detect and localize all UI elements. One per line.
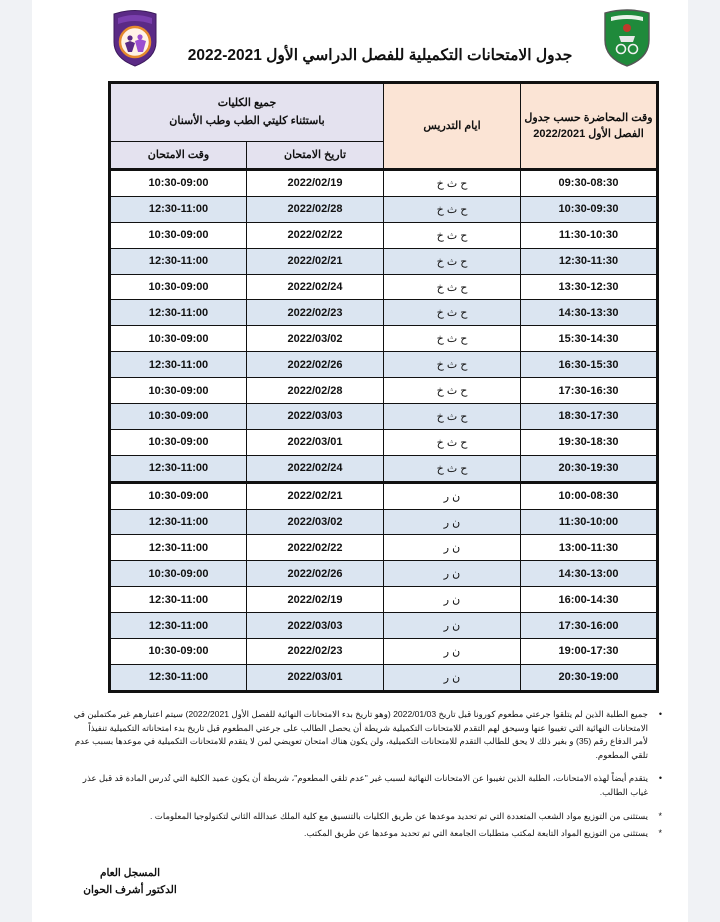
days-cell: ن ر (384, 664, 521, 691)
note-text: يستثنى من التوزيع مواد الشعب المتعددة التي تم تحديد موعدها عن طريق الكليات بالتنسيق مع كلية الملك عبدالله الثاني لتكنولوجيا المعلومات . (149, 810, 648, 821)
header-all-colleges-group (110, 83, 384, 142)
days-cell: ح ث خ (384, 404, 521, 430)
exam-time-cell: 10:30-09:00 (110, 429, 247, 455)
header-teaching-days: ايام التدريس (384, 83, 521, 170)
table-row (110, 404, 658, 430)
days-cell: ح ث خ (384, 300, 521, 326)
exam-date-cell: 2022/02/23 (247, 639, 384, 665)
document-page (32, 0, 688, 922)
table-row (110, 509, 658, 535)
note-item (72, 810, 662, 824)
lecture-time-cell: 17:30-16:00 (521, 613, 658, 639)
lecture-time-cell: 16:00-14:30 (521, 587, 658, 613)
exam-time-cell: 12:30-11:00 (110, 509, 247, 535)
table-row (110, 222, 658, 248)
exam-time-cell: 12:30-11:00 (110, 587, 247, 613)
table-row (110, 482, 658, 509)
note-item (72, 772, 662, 799)
exam-date-cell: 2022/02/28 (247, 196, 384, 222)
lecture-time-cell: 11:30-10:00 (521, 509, 658, 535)
exam-time-cell: 12:30-11:00 (110, 196, 247, 222)
exam-date-cell: 2022/03/01 (247, 664, 384, 691)
days-cell: ن ر (384, 482, 521, 509)
note-item (72, 827, 662, 841)
lecture-time-cell: 14:30-13:30 (521, 300, 658, 326)
exam-time-cell: 12:30-11:00 (110, 664, 247, 691)
exam-time-cell: 12:30-11:00 (110, 613, 247, 639)
table-row (110, 326, 658, 352)
header-group-line1: جميع الكليات (217, 97, 277, 110)
lecture-time-cell: 09:30-08:30 (521, 170, 658, 197)
exam-time-cell: 10:30-09:00 (110, 378, 247, 404)
exam-time-cell: 10:30-09:00 (110, 222, 247, 248)
days-cell: ح ث خ (384, 248, 521, 274)
exam-date-cell: 2022/02/22 (247, 535, 384, 561)
exam-schedule-table (108, 81, 659, 693)
table-row (110, 535, 658, 561)
exam-time-cell: 10:30-09:00 (110, 274, 247, 300)
lecture-time-cell: 16:30-15:30 (521, 352, 658, 378)
lecture-time-cell: 11:30-10:30 (521, 222, 658, 248)
exam-date-cell: 2022/03/01 (247, 429, 384, 455)
days-cell: ح ث خ (384, 378, 521, 404)
page-title: جدول الامتحانات التكميلية للفصل الدراسي الأول 2021-2022 (187, 47, 573, 64)
lecture-time-cell: 12:30-11:30 (521, 248, 658, 274)
header-lecture-time-line2: الفصل الأول 2022/2021 (533, 128, 644, 140)
days-cell: ح ث خ (384, 196, 521, 222)
bullet-icon: • (658, 773, 662, 784)
days-cell: ن ر (384, 587, 521, 613)
exam-date-cell: 2022/02/21 (247, 248, 384, 274)
table-row (110, 664, 658, 691)
table-row (110, 196, 658, 222)
exam-date-cell: 2022/03/02 (247, 326, 384, 352)
table-row (110, 639, 658, 665)
exam-time-cell: 10:30-09:00 (110, 404, 247, 430)
exam-date-cell: 2022/02/22 (247, 222, 384, 248)
lecture-time-cell: 20:30-19:00 (521, 664, 658, 691)
lecture-time-cell: 13:30-12:30 (521, 274, 658, 300)
days-cell: ح ث خ (384, 455, 521, 482)
days-cell: ن ر (384, 561, 521, 587)
days-cell: ن ر (384, 509, 521, 535)
lecture-time-cell: 10:00-08:30 (521, 482, 658, 509)
lecture-time-cell: 14:30-13:00 (521, 561, 658, 587)
lecture-time-cell: 15:30-14:30 (521, 326, 658, 352)
exam-time-cell: 10:30-09:00 (110, 561, 247, 587)
table-row (110, 378, 658, 404)
lecture-time-cell: 19:00-17:30 (521, 639, 658, 665)
table-row (110, 170, 658, 197)
days-cell: ح ث خ (384, 326, 521, 352)
lecture-time-cell: 20:30-19:30 (521, 455, 658, 482)
exam-date-cell: 2022/02/24 (247, 274, 384, 300)
exam-date-cell: 2022/02/23 (247, 300, 384, 326)
lecture-time-cell: 13:00-11:30 (521, 535, 658, 561)
table-row (110, 248, 658, 274)
exam-date-cell: 2022/02/21 (247, 482, 384, 509)
exam-time-cell: 10:30-09:00 (110, 170, 247, 197)
exam-time-cell: 12:30-11:00 (110, 300, 247, 326)
days-cell: ن ر (384, 535, 521, 561)
exam-time-cell: 10:30-09:00 (110, 326, 247, 352)
note-text: يستثنى من التوزيع المواد التابعة لمكتب متطلبات الجامعة التي تم تحديد موعدها عن طريق المكتب. (303, 828, 648, 839)
days-cell: ح ث خ (384, 274, 521, 300)
exam-date-cell: 2022/02/24 (247, 455, 384, 482)
lecture-time-cell: 10:30-09:30 (521, 196, 658, 222)
table-row (110, 274, 658, 300)
days-cell: ح ث خ (384, 170, 521, 197)
table-row (110, 587, 658, 613)
table-row (110, 561, 658, 587)
note-text: يتقدم أيضاً لهذه الامتحانات، الطلبة الذين تغيبوا عن الامتحانات النهائية لسبب غير "عدم تلقي المطعوم"، شريطة أن يكون عميد الكلية التي تُدرس المادة قد قبل عذر غياب الطالب. (82, 773, 648, 797)
table-row (110, 352, 658, 378)
exam-date-cell: 2022/02/26 (247, 561, 384, 587)
exam-time-cell: 12:30-11:00 (110, 352, 247, 378)
asterisk-icon: * (658, 828, 662, 839)
table-row (110, 429, 658, 455)
exam-date-cell: 2022/03/03 (247, 404, 384, 430)
days-cell: ح ث خ (384, 352, 521, 378)
exam-date-cell: 2022/02/19 (247, 587, 384, 613)
header-group-line2: باستثناء كليتي الطب وطب الأسنان (169, 115, 325, 128)
exam-time-cell: 12:30-11:00 (110, 455, 247, 482)
lecture-time-cell: 18:30-17:30 (521, 404, 658, 430)
asterisk-icon: * (658, 810, 662, 821)
exam-date-cell: 2022/02/19 (247, 170, 384, 197)
days-cell: ن ر (384, 639, 521, 665)
table-row (110, 613, 658, 639)
header-exam-time: وقت الامتحان (110, 141, 247, 169)
header-lecture-time (521, 83, 658, 170)
exam-time-cell: 12:30-11:00 (110, 535, 247, 561)
header-lecture-time-line1: وقت المحاضرة حسب جدول (524, 112, 653, 124)
exam-date-cell: 2022/02/28 (247, 378, 384, 404)
signature-block (60, 865, 200, 899)
signature-title: المسجل العام (99, 867, 161, 879)
header-exam-date: تاريخ الامتحان (247, 141, 384, 169)
table-row (110, 455, 658, 482)
note-text: جميع الطلبة الذين لم يتلقوا جرعتي مطعوم كورونا قبل تاريخ 2022/01/03 (وهو تاريخ بدء الامتحانات النهائية للفصل الأول 2022/2021) سيتم اعتبارهم غير مكتملين في الامتحانات النهائية التي تغيبوا عنها وسيحق لهم التقدم للامتحانات التكميلية شريطة أن يحصل الطالب على جرعتي المطعوم قبل تاريخ بدء امتحاناته التكميلية تنفيذاً لأمر الدفاع رقم (35) و بغير ذلك لا يحق للطالب التقدم للامتحانات التكميلية، ولن يكون هناك امتحان تعويضي لمن لا يتقدم للامتحانات التكميلية في موعدها بسبب عدم تلقي المطعوم. (73, 709, 648, 760)
lecture-time-cell: 19:30-18:30 (521, 429, 658, 455)
signature-name: الدكتور أشرف الحوان (83, 884, 177, 896)
days-cell: ح ث خ (384, 429, 521, 455)
days-cell: ن ر (384, 613, 521, 639)
table-row (110, 300, 658, 326)
note-item (72, 708, 662, 762)
schedule-body (110, 170, 658, 692)
exam-time-cell: 10:30-09:00 (110, 482, 247, 509)
exam-date-cell: 2022/03/03 (247, 613, 384, 639)
days-cell: ح ث خ (384, 222, 521, 248)
lecture-time-cell: 17:30-16:30 (521, 378, 658, 404)
notes-section (72, 708, 662, 851)
exam-time-cell: 10:30-09:00 (110, 639, 247, 665)
exam-time-cell: 12:30-11:00 (110, 248, 247, 274)
exam-date-cell: 2022/02/26 (247, 352, 384, 378)
exam-date-cell: 2022/03/02 (247, 509, 384, 535)
bullet-icon: • (658, 709, 662, 719)
